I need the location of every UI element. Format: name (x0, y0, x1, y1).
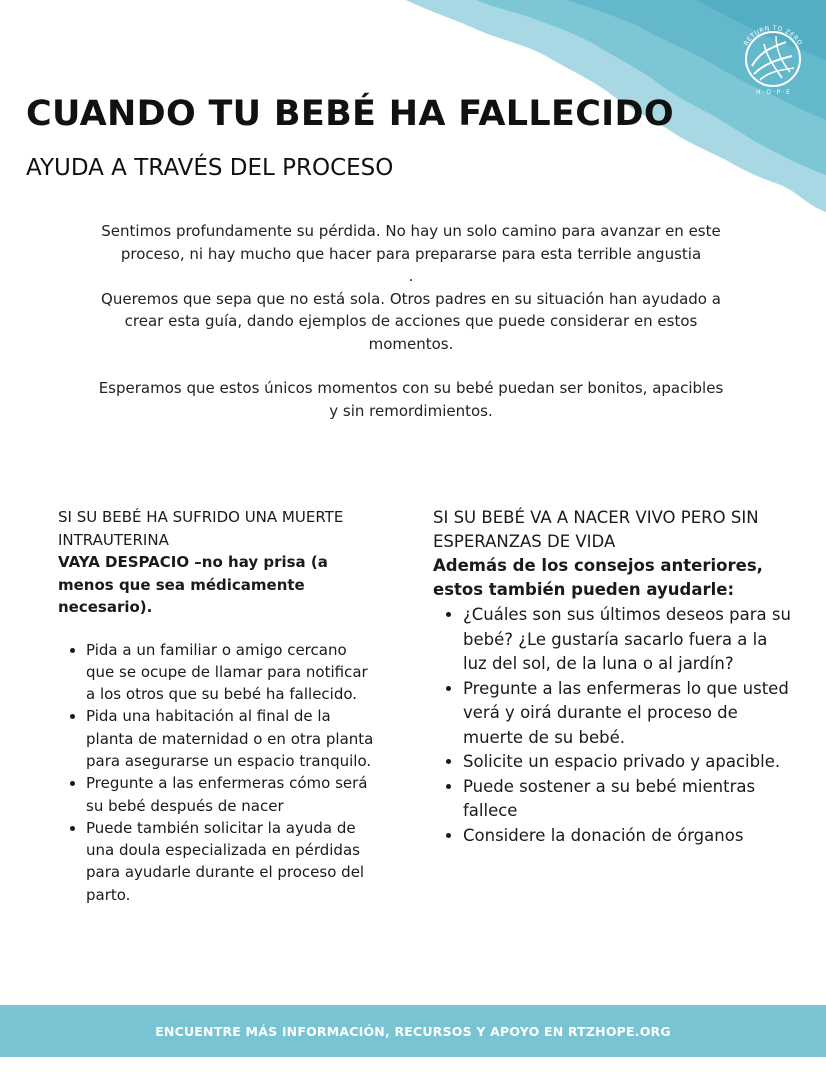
return-to-zero-hope-logo (736, 22, 810, 96)
stillbirth-heading: SI SU BEBÉ HA SUFRIDO UNA MUERTE INTRAUTERINA (58, 508, 344, 549)
list-item: • Puede también solicitar la ayuda de una doula especializada en pérdidas para ayudarle durante el proceso del parto. (86, 817, 376, 906)
svg-text:H · O · P · E: H · O · P · E (756, 89, 790, 96)
stillbirth-section (58, 506, 376, 906)
intro-paragraph-2: Queremos que sepa que no está sola. Otros padres en su situación han ayudado a crear esta guía, dando ejemplos de acciones que puede considerar en estos momentos. (101, 289, 721, 353)
footer-banner (0, 1005, 826, 1057)
stillbirth-lead: VAYA DESPACIO –no hay prisa (a menos que sea médicamente necesario). (58, 553, 328, 616)
list-item: • Pida una habitación al final de la planta de maternidad o en otra planta para asegurarse un espacio tranquilo. (86, 705, 376, 772)
live-birth-section (433, 506, 793, 848)
footer-text: ENCUENTRE MÁS INFORMACIÓN, RECURSOS Y APOYO EN RTZHOPE.ORG (155, 1023, 671, 1039)
list-item: • Pregunte a las enfermeras cómo será su bebé después de nacer (86, 772, 376, 817)
live-birth-lead: Además de los consejos anteriores, estos también pueden ayudarle: (433, 556, 763, 599)
svg-text:RETURN TO ZERO: RETURN TO ZERO (742, 24, 804, 47)
list-item: • ¿Cuáles son sus últimos deseos para su bebé? ¿Le gustaría sacarlo fuera a la luz del sol, de la luna o al jardín? (463, 603, 793, 677)
live-birth-heading: SI SU BEBÉ VA A NACER VIVO PERO SIN ESPERANZAS DE VIDA (433, 508, 759, 551)
list-item: • Pregunte a las enfermeras lo que usted verá y oirá durante el proceso de muerte de su bebé. (463, 677, 793, 751)
list-item: • Solicite un espacio privado y apacible. (463, 750, 793, 775)
live-birth-list (433, 603, 793, 848)
page-title: CUANDO TU BEBÉ HA FALLECIDO (26, 94, 674, 134)
intro-paragraph-1: Sentimos profundamente su pérdida. No hay un solo camino para avanzar en este proceso, ni hay mucho que hacer para prepararse para esta terrible angustia (101, 222, 721, 263)
page-subtitle: AYUDA A TRAVÉS DEL PROCESO (26, 155, 394, 181)
intro-section (96, 220, 726, 422)
list-item: • Considere la donación de órganos (463, 824, 793, 849)
intro-dot: . (408, 267, 414, 285)
stillbirth-list (58, 639, 376, 907)
intro-paragraph-3: Esperamos que estos únicos momentos con su bebé puedan ser bonitos, apacibles y sin remordimientos. (98, 379, 724, 420)
list-item: • Pida a un familiar o amigo cercano que se ocupe de llamar para notificar a los otros que su bebé ha fallecido. (86, 639, 376, 706)
list-item: • Puede sostener a su bebé mientras fallece (463, 775, 793, 824)
